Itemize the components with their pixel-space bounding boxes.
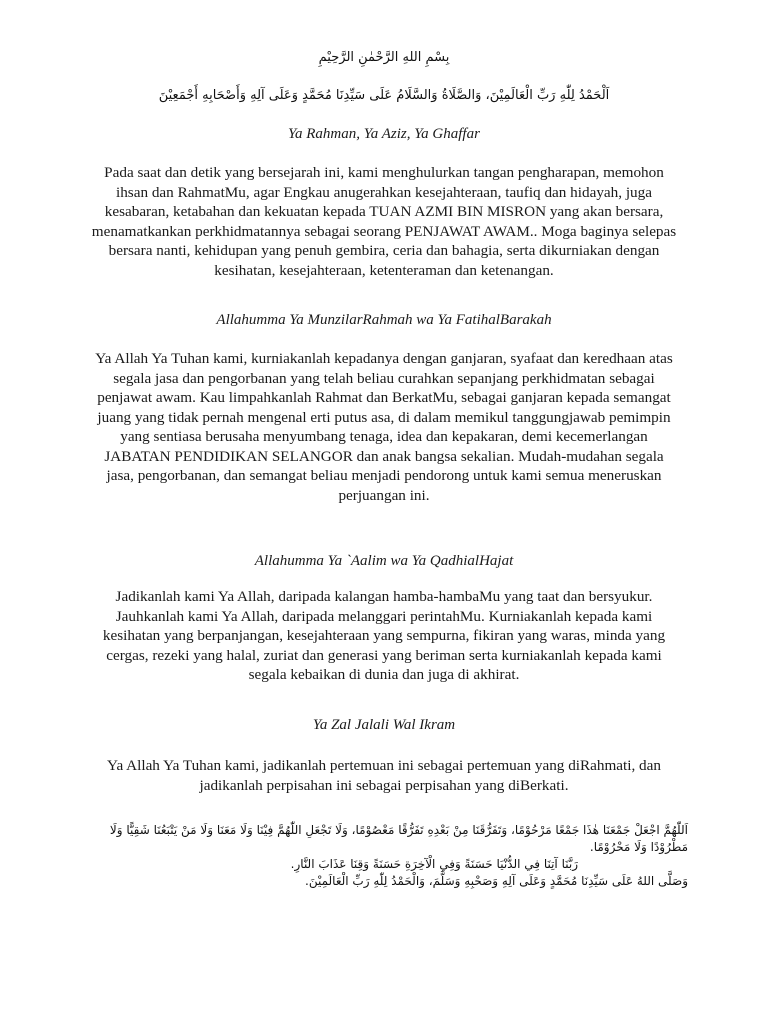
section-body-2: Ya Allah Ya Tuhan kami, kurniakanlah kepadanya dengan ganjaran, syafaat dan keredhaan atas segala jasa dan pengorbanan yang telah beliau curahkan sepanjang perkhidmatan sebagai penjawat awam. Kau limpahkanlah Rahmat dan BerkatMu, sebagai ganjaran kepada semangat juang yang tidak pernah mengenal erti putus asa, di dalam memikul tanggungjawab pemimpin yang sentiasa berusaha menyumbang tenaga, idea dan kepakaran, demi kecemerlangan JABATAN PENDIDIKAN SELANGOR dan anak bangsa sekalian. Mudah-mudahan segala jasa, pengorbanan, dan semangat beliau menjadi pendorong untuk kami semua meneruskan perjuangan ini.	[95, 350, 673, 504]
section-body-4: Ya Allah Ya Tuhan kami, jadikanlah pertemuan ini sebagai pertemuan yang diRahmati, dan jadikanlah perpisahan ini sebagai perpisahan yang diBerkati.	[107, 757, 661, 794]
section-heading-1: Ya Rahman, Ya Aziz, Ya Ghaffar	[288, 126, 480, 142]
hamdalah-line: اَلْحَمْدُ لِلّٰهِ رَبِّ الْعَالَمِيْنَ، وَالصَّلَاةُ وَالسَّلَامُ عَلَى سَيِّدِنَا مُحَمَّدٍ وَعَلَى آلِهِ وَأَصْحَابِهِ أَجْمَعِيْنَ	[158, 88, 610, 103]
closing-prayer-line-2: رَبَّنَا آتِنَا فِي الدُّنْيَا حَسَنَةً وَفِي الْآخِرَةِ حَسَنَةً وَقِنَا عَذَابَ النَّارِ.	[290, 857, 578, 871]
section-heading-4: Ya Zal Jalali Wal Ikram	[312, 717, 456, 733]
closing-prayer-line-3: وَصَلَّى اللهُ عَلَى سَيِّدِنَا مُحَمَّدٍ وَعَلَى آلِهِ وَصَحْبِهِ وَسَلَّمَ، وَالْحَمْدُ لِلّٰهِ رَبِّ الْعَالَمِيْنَ.	[305, 874, 688, 888]
section-body-3: Jadikanlah kami Ya Allah, daripada kalangan hamba-hambaMu yang taat dan bersyukur. Jauhkanlah kami Ya Allah, daripada melanggari perintahMu. Kurniakanlah kepada kami kesihatan yang berpanjangan, kesejahteraan yang sempurna, fikiran yang waras, minda yang cergas, rezeki yang halal, zuriat dan generasi yang beriman serta kurniakanlah kepada kami segala kebaikan di dunia dan juga di akhirat.	[102, 588, 666, 683]
closing-prayer	[90, 822, 688, 890]
closing-prayer-line-1: اَللّٰهُمَّ اجْعَلْ جَمْعَنَا هٰذَا جَمْعًا مَرْحُوْمًا، وَتَفَرُّقَنَا مِنْ بَعْدِهِ تَفَرُّقًا مَعْصُوْمًا، وَلَا تَجْعَلِ اللّٰهُمَّ فِيْنَا وَلَا مَعَنَا وَلَا مَنْ يَتْبَعُنَا شَقِيًّا وَلَا مَطْرُوْدًا وَلَا مَحْرُوْمًا.	[109, 823, 688, 854]
section-heading-3: Allahumma Ya `Aalim wa Ya QadhialHajat	[254, 553, 514, 569]
section-heading-2: Allahumma Ya MunzilarRahmah wa Ya FatihalBarakah	[216, 312, 552, 328]
section-body-1: Pada saat dan detik yang bersejarah ini, kami menghulurkan tangan pengharapan, memohon ihsan dan RahmatMu, agar Engkau anugerahkan kesejahteraan, taufiq dan hidayah, juga kesabaran, ketabahan dan kekuatan kepada TUAN AZMI BIN MISRON yang akan bersara, menamatkankan perkhidmatannya sebagai seorang PENJAWAT AWAM.. Moga baginya selepas bersara nanti, kehidupan yang penuh gembira, ceria dan bahagia, serta dikurniakan dengan kesihatan, kesejahteraan, ketenteraman dan ketenangan.	[91, 164, 677, 279]
bismillah-line: بِسْمِ اللهِ الرَّحْمٰنِ الرَّحِيْمِ	[318, 50, 450, 65]
